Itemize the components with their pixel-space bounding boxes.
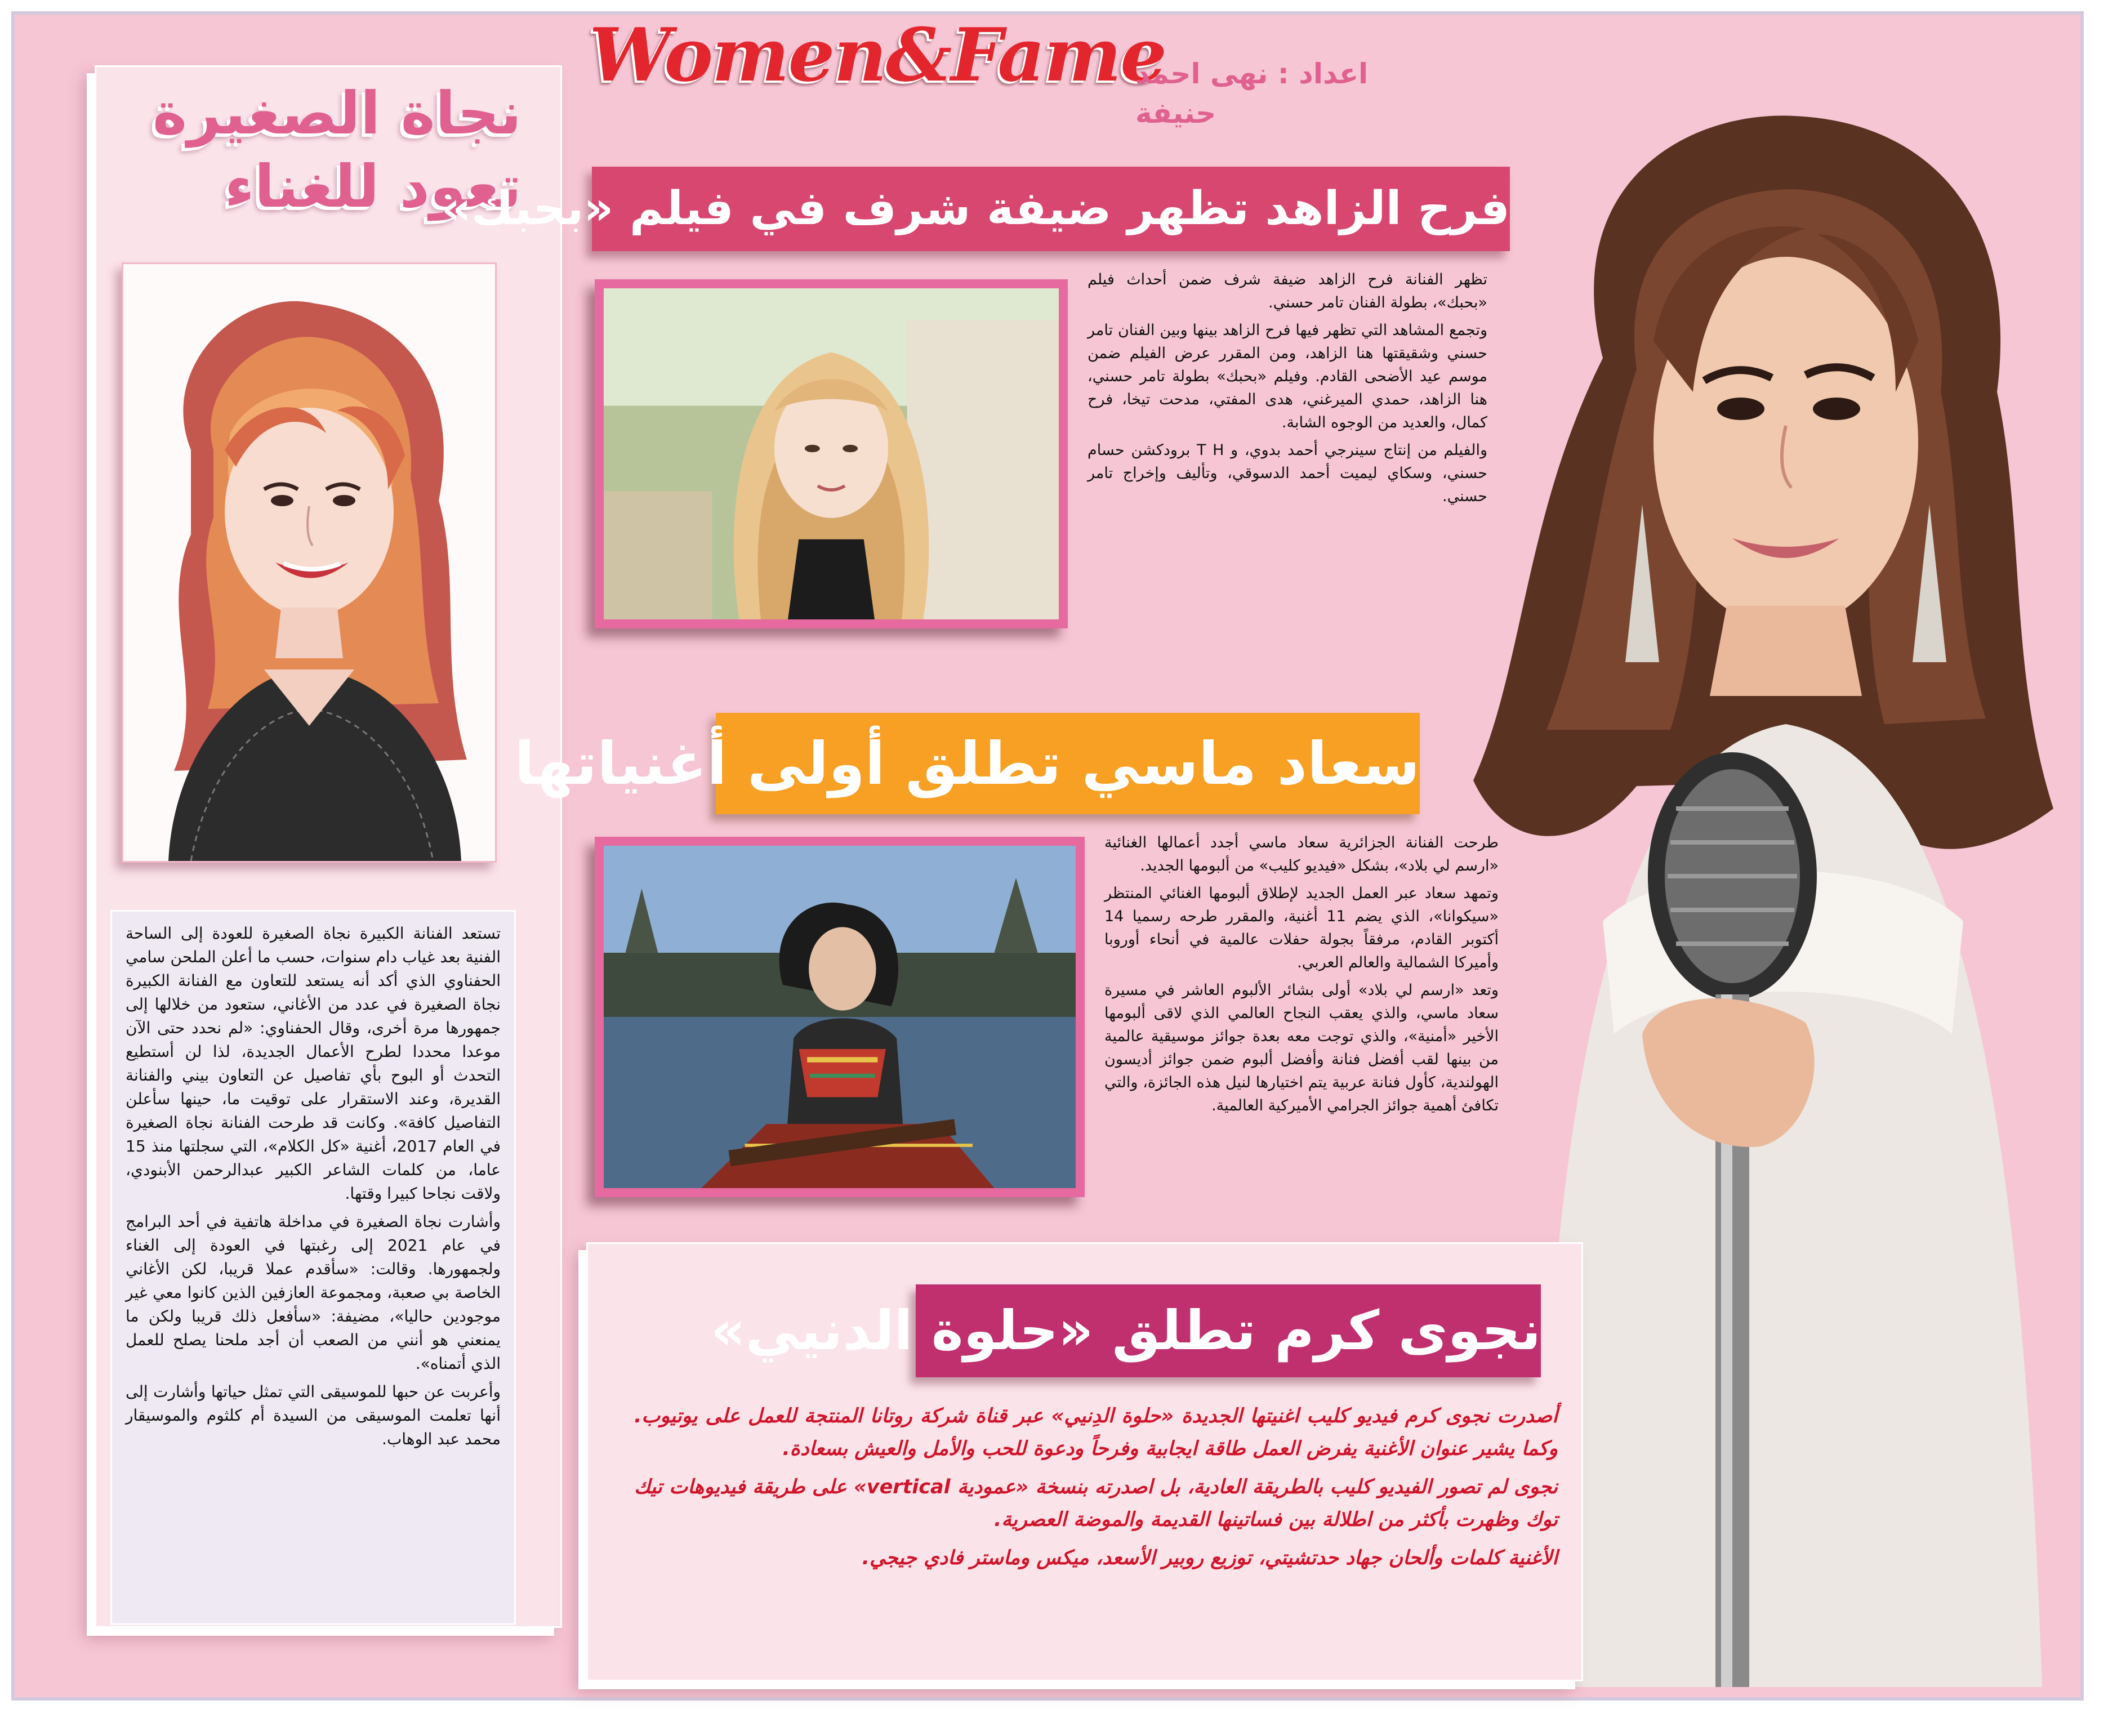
souad-text — [1104, 831, 1499, 1122]
najwa-paragraph: نجوى لم تصور الفيديو كليب بالطريقة العادية، بل اصدرته بنسخة «عمودية vertical» على طريقة فيديوهات تيك توك وظهرت بأكثر من اطلالة بين فساتينها القديمة والموضة العصرية. — [634, 1476, 1558, 1531]
souad-paragraph: وتعد «ارسم لي بلاد» أولى بشائر الألبوم العاشر في مسيرة سعاد ماسي، والذي يعقب النجاح العالمي الذي لاقى ألبومها الأخير «أمنية»، والذي توجت معه بعدة جوائز موسيقية عالمية من بينها لقب أفضل فنانة وأفضل ألبوم ضمن جوائز أديسون الهولندية، كأول فنانة عربية يتم اختيارها لنيل هذه الجائزة، والتي تكافئ أهمية جوائز الجرامي الأميركية العالمية. — [1104, 981, 1499, 1114]
farah-headline: فرح الزاهد تظهر ضيفة شرف في فيلم «بحبك» — [592, 167, 1510, 251]
photo-souad — [595, 837, 1085, 1197]
souad-headline: سعاد ماسي تطلق أولى أغنياتها — [716, 713, 1420, 814]
photo-farah — [595, 279, 1068, 628]
magazine-page — [11, 11, 2084, 1701]
najwa-paragraph: الأغنية كلمات وألحان جهاد حدتشيتي، توزيع روبير الأسعد، ميكس وماستر فادي جيجي. — [862, 1547, 1558, 1569]
souad-paragraph: وتمهد سعاد عبر العمل الجديد لإطلاق ألبومها الغنائي المنتظر «سيكوانا»، الذي يضم 11 أغنية، والمقرر طرحه رسميا 14 أكتوبر القادم، مرفقاً بجولة حفلات عالمية في أنحاء أوروبا وأميركا الشمالية والعالم العربي. — [1104, 885, 1499, 971]
najwa-paragraph: أصدرت نجوى كرم فيديو كليب اغنيتها الجديدة «حلوة الدِنيي» عبر قناة شركة روتانا المنتجة للعمل على يوتيوب. وكما يشير عنوان الأغنية يفرض العمل طاقة ايجابية وفرحاً ودعوة للحب والأمل والعيش بسعادة. — [634, 1405, 1558, 1460]
najat-paragraph: وأعربت عن حبها للموسيقى التي تمثل حياتها وأشارت إلى أنها تعلمت الموسيقى من السيدة أم كلثوم والموسيقار محمد عبد الوهاب. — [126, 1382, 501, 1448]
portrait-illustration — [122, 262, 497, 863]
najat-title-line2: تعود للغناء — [224, 152, 522, 221]
farah-text — [1087, 268, 1487, 512]
najat-paragraph: تستعد الفنانة الكبيرة نجاة الصغيرة للعودة إلى الساحة الفنية بعد غياب دام سنوات، حسب ما أعلن الملحن سامي الحفناوي الذي أكد أنه يستعد للتعاون مع الفنانة الكبيرة نجاة الصغيرة في عدد من الأغاني، ستعود من خلالها إلى جمهورها مرة أخرى، وقال الحفناوي: «لم نحدد حتى الآن موعدا محددا لطرح الأعمال الجديدة، لذا لن أستطيع التحدث أو البوح بأي تفاصيل عن التعاون بيني والفنانة القديرة، وعند الاستقرار على توقيت ما، حينها سأعلن التفاصيل كافة». وكانت قد طرحت الفنانة نجاة الصغيرة في العام 2017، أغنية «كل الكلام»، التي سجلتها منذ 15 عاما، من كلمات الشاعر الكبير عبدالرحمن الأبنودي، ولاقت نجاحا كبيرا وقتها. — [126, 924, 501, 1203]
najwa-text — [634, 1400, 1558, 1579]
masthead-byline: اعداد : نهى احمد حنيفة — [1135, 57, 1369, 130]
farah-paragraph: وتجمع المشاهد التي تظهر فيها فرح الزاهد بينها وبين الفنان تامر حسني وشقيقتها هنا الزاهد، ومن المقرر عرض الفيلم ضمن موسم عيد الأضحى القادم. وفيلم «بحبك» بطولة تامر حسني، هنا الزاهد، حمدي الميرغني، هدى المفتي، مدحت تيخا، فرح كمال، والعديد من الوجوه الشابة. — [1087, 322, 1487, 431]
souad-paragraph: طرحت الفنانة الجزائرية سعاد ماسي أجدد أعمالها الغنائية «ارسم لي بلاد»، بشكل «فيديو كليب» من ألبومها الجديد. — [1104, 834, 1499, 874]
masthead-logo: Women&Fame — [589, 12, 1166, 98]
farah-paragraph: والفيلم من إنتاج سينرجي أحمد بدوي، و T H برودكشن حسام حسني، وسكاي ليميت أحمد الدسوقي، وتأليف وإخراج تامر حسني. — [1087, 441, 1487, 505]
najwa-headline: نجوى كرم تطلق «حلوة الدنيي» — [916, 1284, 1541, 1377]
najat-paragraph: وأشارت نجاة الصغيرة في مداخلة هاتفية في أحد البرامج في عام 2021 إلى رغبتها في العودة إلى الغناء ولجمهورها. وقالت: «سأقدم عملا قريبا، لكن الأغاني الخاصة بي صعبة، ومجموعة العازفين الذين كانوا معي غير موجودين حاليا»، مضيفة: «سأفعل ذلك قريبا ولكن ما يمنعني هو أنني من الصعب أن أجد ملحنا يصلح للعمل الذي أتمناه». — [126, 1212, 501, 1373]
najat-text-box — [110, 910, 516, 1625]
farah-paragraph: تظهر الفنانة فرح الزاهد ضيفة شرف ضمن أحداث فيلم «بحبك»، بطولة الفنان تامر حسني. — [1087, 271, 1487, 311]
najat-title-line1: نجاة الصغيرة — [152, 79, 522, 148]
